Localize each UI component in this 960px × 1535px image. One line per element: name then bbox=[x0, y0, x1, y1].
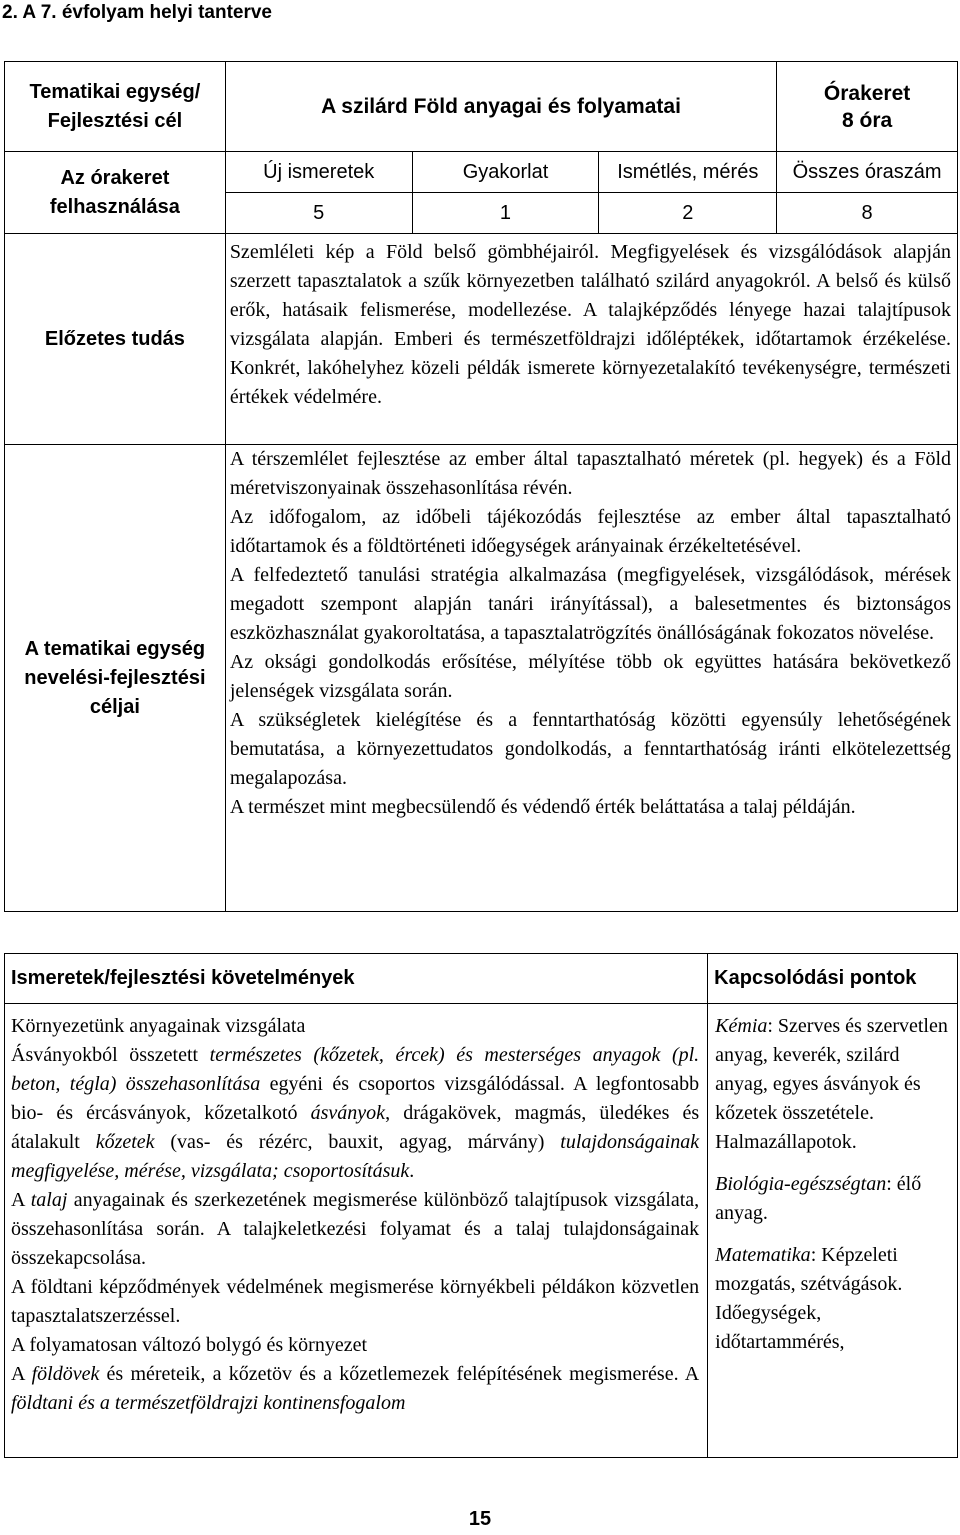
page-heading: 2. A 7. évfolyam helyi tanterve bbox=[2, 2, 272, 23]
req-paragraph: Ásványokból összetett természetes (kőzetek, ércek) és mesterséges anyagok (pl. beton, tégla) összehasonlítása egyéni és csoportos vizsgálódással. A legfontosabb bio- és ércásványok, kőzetalkotó ásványok, drágakövek, magmás, üledékes és átalakult kőzetek (vas- és rézérc, bauxit, agyag, márvány) tulajdonságainak megfigyelése, mérése, vizsgálata; csoportosításuk. bbox=[11, 1044, 700, 1182]
label-prior: Előzetes tudás bbox=[5, 234, 226, 445]
goal-paragraph: Az időfogalom, az időbeli tájékozódás fejlesztése az ember által tapasztalható időtartamok és a földtörténeti időegységek arányainak érzékeltetésével. bbox=[229, 506, 951, 557]
hours-cell bbox=[777, 62, 958, 152]
req-paragraph: Környezetünk anyagainak vizsgálata bbox=[11, 1015, 306, 1037]
req-paragraph: A talaj anyagainak és szerkezetének megismerése különböző talajtípusok vizsgálata, összehasonlítása során. A talajkeletkezési folyamat és a talaj tulajdonságainak összekapcsolása. bbox=[11, 1189, 700, 1269]
goal-paragraph: A szükségletek kielégítése és a fenntarthatóság közötti egyensúly lehetőségének bemutatása, a környezettudatos gondolkodás, a fenntarthatóság iránti elkötelezettség megalapozása. bbox=[229, 709, 951, 789]
label-usage: Az órakeret felhasználása bbox=[5, 152, 226, 234]
unit-title: A szilárd Föld anyagai és folyamatai bbox=[225, 62, 776, 152]
usage-value-total: 8 bbox=[777, 193, 958, 234]
page-number: 15 bbox=[468, 1508, 492, 1530]
usage-header-total: Összes óraszám bbox=[777, 152, 958, 193]
hours-value: 8 óra bbox=[841, 108, 893, 132]
usage-value-new: 5 bbox=[225, 193, 412, 234]
connection-biology: Biológia-egészségtan: élő anyag. bbox=[715, 1173, 922, 1224]
connection-chemistry: Kémia: Szerves és szervetlen anyag, keverék, szilárd anyag, egyes ásványok és kőzetek összetétele. Halmazállapotok. bbox=[715, 1015, 948, 1153]
req-paragraph: A földtani képződmények védelmének megismerése környékbeli példákon közvetlen tapasztalatszerzéssel. bbox=[11, 1276, 700, 1327]
goals-text bbox=[225, 445, 957, 912]
req-paragraph: A folyamatosan változó bolygó és környezet bbox=[11, 1334, 368, 1356]
usage-header-new: Új ismeretek bbox=[225, 152, 412, 193]
connections-header: Kapcsolódási pontok bbox=[708, 954, 958, 1004]
usage-value-review: 2 bbox=[599, 193, 777, 234]
prior-knowledge-text bbox=[225, 234, 957, 445]
label-topic: Tematikai egység/ Fejlesztési cél bbox=[5, 62, 226, 152]
requirements-text bbox=[5, 1004, 708, 1458]
connections-text bbox=[708, 1004, 958, 1458]
prior-paragraph: Szemléleti kép a Föld belső gömbhéjairól. Megfigyelések és vizsgálódások alapján szerzett tapasztalatok a szűk környezetben található szilárd anyagokról. A belső és külső erők, hatásaik felismerése, modellezése. A talajképződés lényege hazai talajtípusok vizsgálata alapján. Emberi és természetföldrajzi időléptékek, időtartamok érzékelése. Konkrét, lakóhelyhez közeli példák ismerete környezetalakító tevékenységre, természeti értékek védelmére. bbox=[229, 241, 951, 408]
requirements-header: Ismeretek/fejlesztési követelmények bbox=[5, 954, 708, 1004]
goal-paragraph: Az oksági gondolkodás erősítése, mélyítése több ok együttes hatására bekövetkező jelenségek vizsgálata során. bbox=[229, 651, 951, 702]
label-goals: A tematikai egység nevelési-fejlesztési céljai bbox=[5, 445, 226, 912]
hours-label: Órakeret bbox=[823, 81, 911, 105]
usage-value-practice: 1 bbox=[412, 193, 599, 234]
requirements-table bbox=[4, 953, 958, 1458]
goal-paragraph: A térszemlélet fejlesztése az ember által tapasztalható méretek (pl. hegyek) és a Föld méretviszonyainak összehasonlítása révén. bbox=[229, 448, 951, 499]
goal-paragraph: A természet mint megbecsülendő és védendő érték beláttatása a talaj példáján. bbox=[229, 796, 856, 818]
goal-paragraph: A felfedeztető tanulási stratégia alkalmazása (megfigyelések, vizsgálódások, mérések megadott szempont alapján tanári irányítással), a balesetmentes és biztonságos eszközhasználat gyakoroltatása, a tapasztalatrögzítés önállóságának fokozatos növelése. bbox=[229, 564, 951, 644]
req-paragraph: A földövek és méreteik, a kőzetöv és a kőzetlemezek felépítésének megismerése. A földtani és a természetföldrajzi kontinensfogalom bbox=[11, 1363, 700, 1414]
unit-table bbox=[4, 61, 958, 912]
usage-header-review: Ismétlés, mérés bbox=[599, 152, 777, 193]
connection-math: Matematika: Képzeleti mozgatás, szétvágások. Időegységek, időtartammérés, bbox=[715, 1244, 903, 1353]
usage-header-practice: Gyakorlat bbox=[412, 152, 599, 193]
